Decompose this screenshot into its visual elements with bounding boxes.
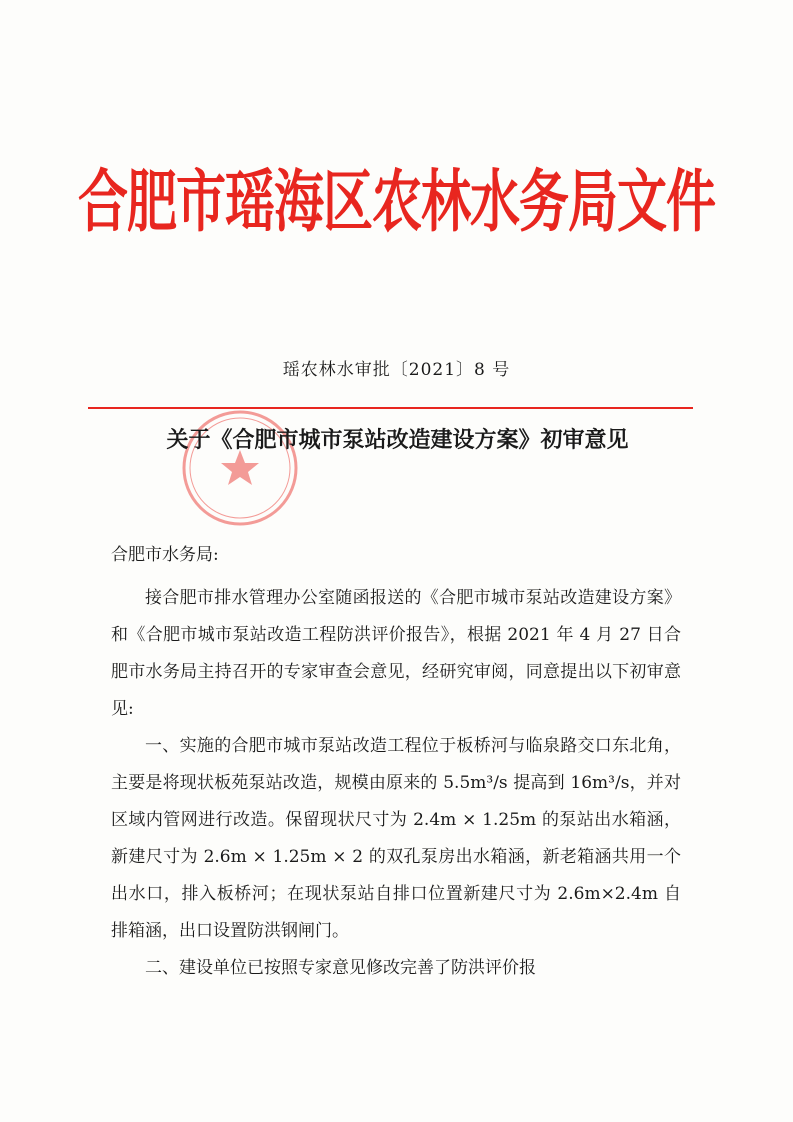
body-paragraph: 一、实施的合肥市城市泵站改造工程位于板桥河与临泉路交口东北角，主要是将现状板苑泵站改造，规模由原来的 5.5m³/s 提高到 16m³/s，并对区域内管网进行改造。保留现状尺寸为 2.4m × 1.25m 的泵站出水箱涵，新建尺寸为 2.6m × 1.25m × 2 的双孔泵房出水箱涵，新老箱涵共用一个出水口，排入板桥河；在现状泵站自排口位置新建尺寸为 2.6m×2.4m 自排箱涵，出口设置防洪钢闸门。 <box>111 736 681 941</box>
document-body <box>111 580 681 987</box>
document-title: 关于《合肥市城市泵站改造建设方案》初审意见 <box>166 428 629 453</box>
addressee: 合肥市水务局: <box>111 545 219 565</box>
body-paragraph: 二、建设单位已按照专家意见修改完善了防洪评价报 <box>145 958 536 978</box>
letterhead-title: 合肥市瑶海区农林水务局文件 <box>78 162 715 242</box>
document-number: 瑶农林水审批〔2021〕8 号 <box>282 360 511 380</box>
body-paragraph: 接合肥市排水管理办公室随函报送的《合肥市城市泵站改造建设方案》和《合肥市城市泵站改造工程防洪评价报告》，根据 2021 年 4 月 27 日合肥市水务局主持召开的专家审查会意见，经研究审阅，同意提出以下初审意见: <box>111 588 681 719</box>
